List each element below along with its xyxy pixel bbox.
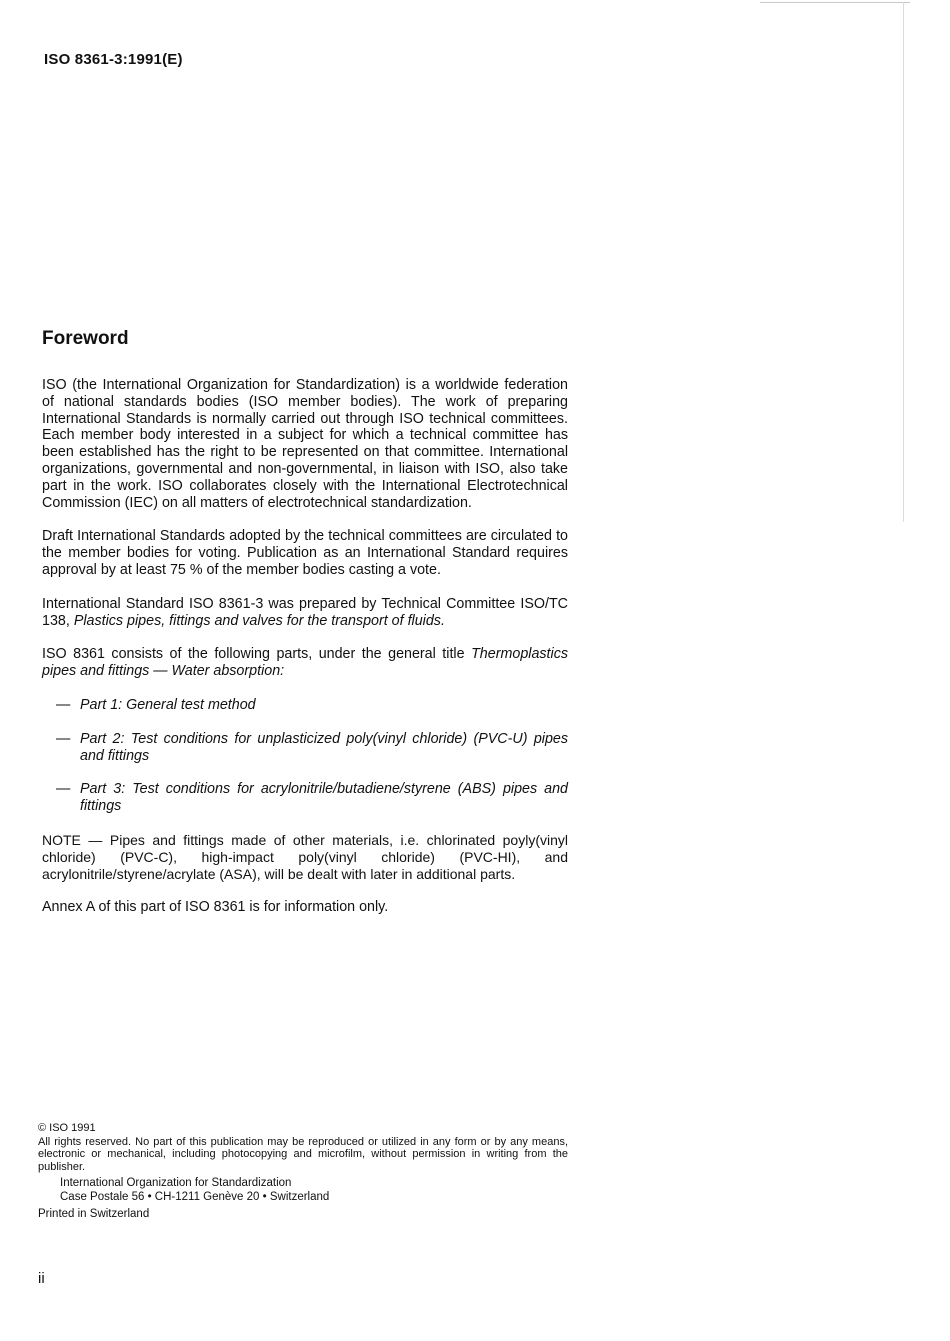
prepared-by-text: International Standard ISO 8361-3 was prepared by Technical Committee ISO/TC 138, bbox=[42, 595, 568, 629]
page-number: ii bbox=[38, 1270, 45, 1287]
list-dash: — bbox=[56, 730, 71, 747]
scan-edge-line bbox=[760, 2, 910, 3]
paragraph-draft-standards: Draft International Standards adopted by the technical committees are circulated to the member bodies for voting. Publication as an International Standard requires approval by at least 75 % of the member bodies casting a vote. bbox=[42, 528, 568, 578]
committee-title: Plastics pipes, fittings and valves for the transport of fluids. bbox=[73, 612, 445, 629]
general-title: Thermoplastics pipes and fittings — Water absorption: bbox=[42, 646, 568, 680]
publisher-address bbox=[38, 1177, 568, 1204]
part-title: Part 3: Test conditions for acrylonitrile/butadiene/styrene (ABS) pipes and fittings bbox=[80, 781, 568, 815]
parts-intro-text: ISO 8361 consists of the following parts, under the general title bbox=[42, 646, 465, 663]
part-title: Part 2: Test conditions for unplasticized poly(vinyl chloride) (PVC-U) pipes and fittings bbox=[80, 730, 568, 764]
note-paragraph: NOTE — Pipes and fittings made of other materials, i.e. chlorinated poyly(vinyl chloride) (PVC-C), high-impact poly(vinyl chloride) (PVC-HI), and acrylonitrile/styrene/acrylate (ASA), will be dealt with later in additional parts. bbox=[42, 831, 568, 882]
section-title: Foreword bbox=[42, 328, 129, 349]
paragraph-parts-intro bbox=[42, 646, 568, 680]
annex-paragraph: Annex A of this part of ISO 8361 is for information only. bbox=[42, 899, 389, 916]
parts-list bbox=[42, 697, 568, 815]
list-item bbox=[42, 697, 568, 714]
publisher-name: International Organization for Standardization bbox=[60, 1177, 292, 1190]
rights-statement: All rights reserved. No part of this publication may be reproduced or utilized in any form or by any means, electronic or mechanical, including photocopying and microfilm, without permission in writing from the publisher. bbox=[38, 1135, 568, 1173]
paragraph-prepared-by bbox=[42, 596, 568, 630]
document-id: ISO 8361-3:1991(E) bbox=[44, 51, 183, 68]
publisher-street: Case Postale 56 • CH-1211 Genève 20 • Switzerland bbox=[60, 1190, 330, 1203]
list-dash: — bbox=[56, 781, 71, 798]
copyright-block bbox=[38, 1122, 568, 1221]
printed-in: Printed in Switzerland bbox=[38, 1208, 150, 1221]
list-item bbox=[42, 731, 568, 765]
list-dash: — bbox=[56, 696, 71, 713]
part-title: Part 1: General test method bbox=[80, 696, 256, 713]
foreword-body bbox=[42, 377, 568, 933]
paragraph-iso-intro: ISO (the International Organization for Standardization) is a worldwide federation of national standards bodies (ISO member bodies). The work of preparing International Standards is normally carried out through ISO technical committees. Each member body interested in a subject for which a technical committee has been established has the right to be represented on that committee. International organizations, governmental and non-governmental, in liaison with ISO, also take part in the work. ISO collaborates closely with the International Electrotechnical Commission (IEC) on all matters of electrotechnical standardization. bbox=[42, 377, 568, 511]
copyright-line: © ISO 1991 bbox=[38, 1122, 96, 1134]
list-item bbox=[42, 781, 568, 815]
scan-edge-line bbox=[903, 2, 904, 522]
